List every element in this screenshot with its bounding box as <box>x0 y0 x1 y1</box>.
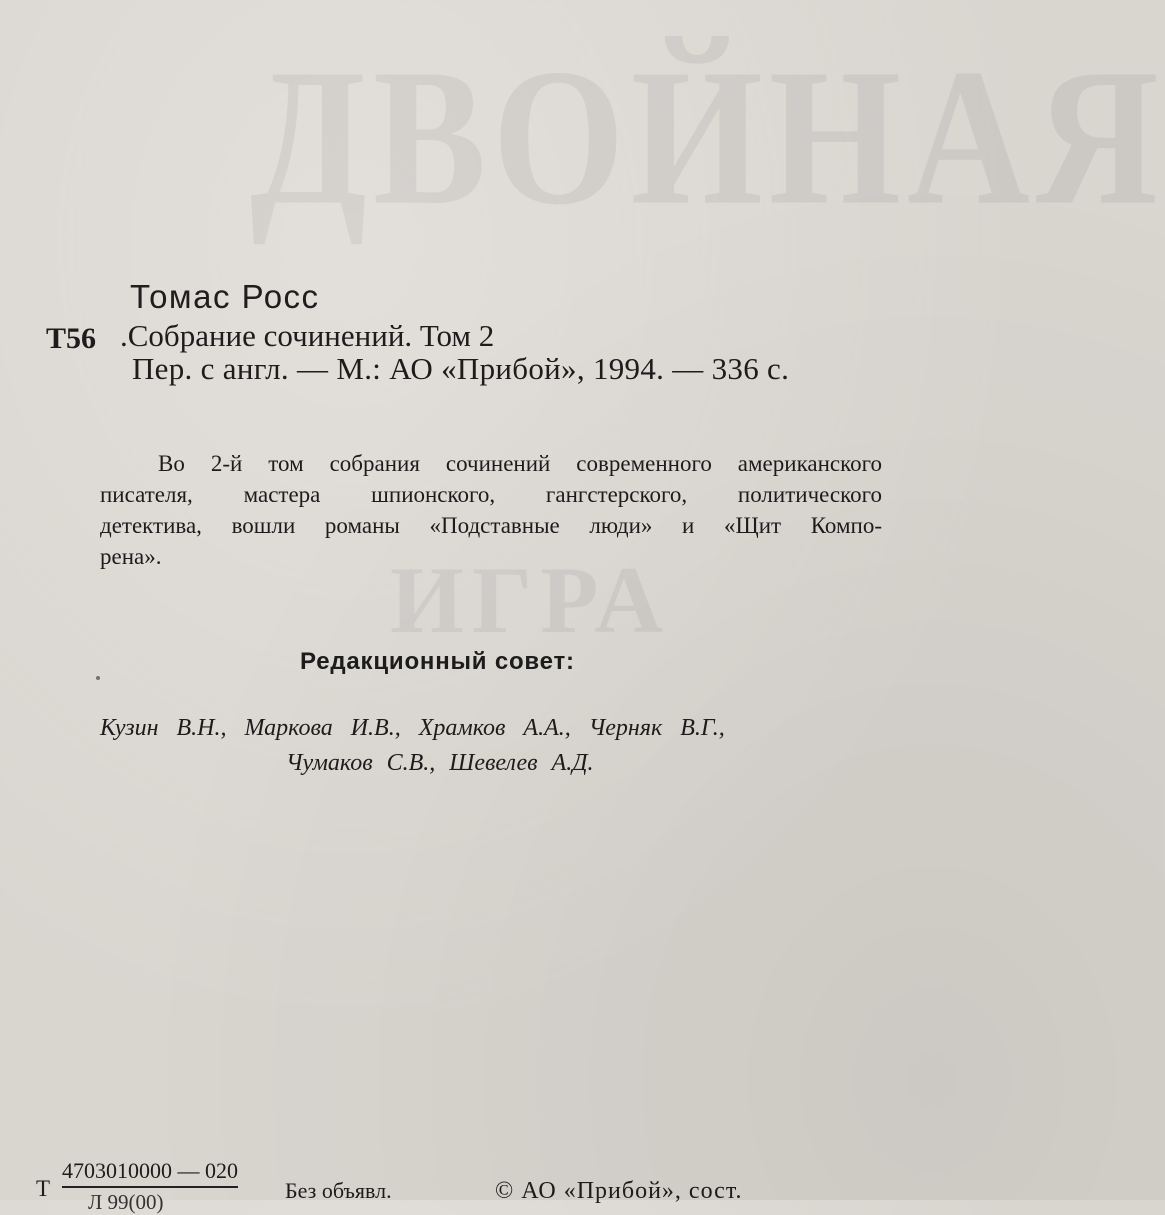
bleed-through-text-middle: ИГРА <box>390 547 671 653</box>
annotation-line: писателя, мастера шпионского, гангстерского, политического <box>100 482 882 507</box>
imprint-note: Без объявл. <box>285 1178 392 1203</box>
imprint-index-next: Л 99(00) <box>88 1190 164 1214</box>
paper-speck <box>96 676 100 680</box>
author-name: Томас Росс <box>130 278 320 315</box>
publication-details: Пер. с англ. — М.: АО «Прибой», 1994. — 336 с. <box>132 351 790 386</box>
title-dot: . <box>120 318 128 353</box>
editorial-board-members-line: Кузин В.Н., Маркова И.В., Храмков А.А., Черняк В.Г., <box>100 715 725 741</box>
imprint-copyright: © АО «Прибой», сост. <box>495 1178 743 1204</box>
bleed-through-text-top: ДВОЙНАЯ <box>250 28 1165 246</box>
imprint-letter: Т <box>36 1176 51 1201</box>
classification-code: Т56 <box>46 322 97 355</box>
editorial-board-heading: Редакционный совет: <box>300 648 575 675</box>
annotation-paragraph <box>100 448 882 572</box>
book-title: Собрание сочинений. Том 2 <box>127 318 495 353</box>
book-title-line <box>120 318 495 354</box>
editorial-board-members-line: Чумаков С.В., Шевелев А.Д. <box>286 750 594 776</box>
annotation-line: рена». <box>100 544 162 569</box>
bottom-imprint <box>0 1150 900 1214</box>
annotation-line: Во 2-й том собрания сочинений современного американского <box>158 451 882 476</box>
imprint-index-number: 4703010000 — 020 <box>62 1158 238 1188</box>
annotation-line: детектива, вошли романы «Подставные люди» и «Щит Компо- <box>100 513 882 538</box>
